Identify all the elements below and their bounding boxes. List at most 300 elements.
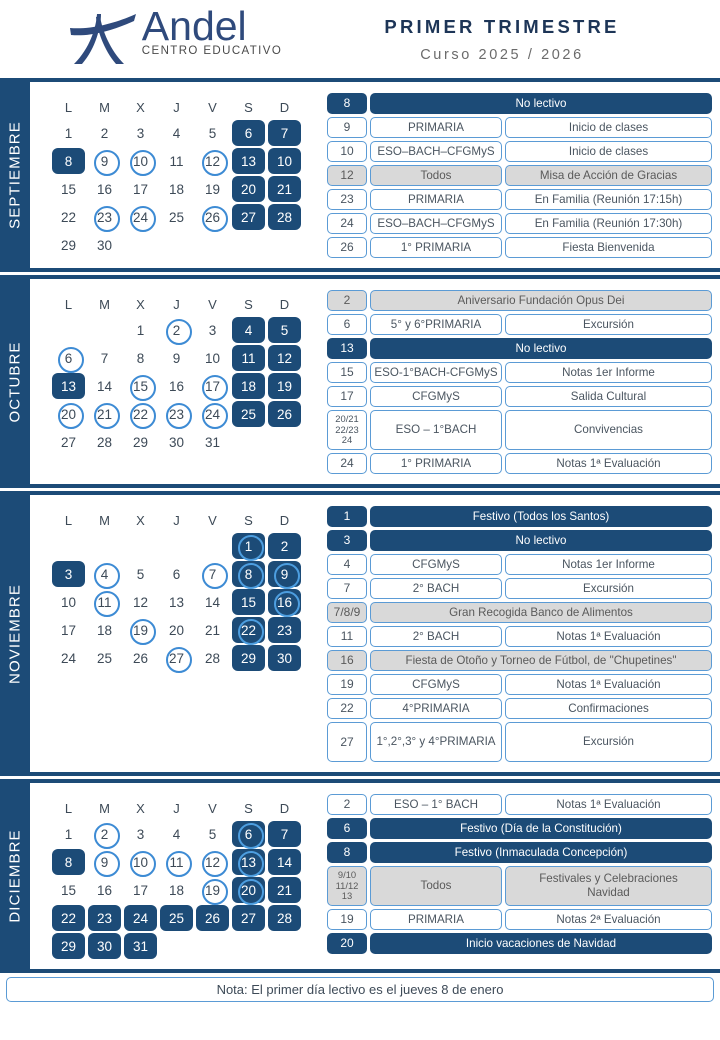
calendar-week-row: [52, 877, 301, 903]
calendar-day-cell[interactable]: [232, 204, 265, 230]
calendar-day-cell[interactable]: [88, 401, 121, 427]
calendar-day-cell[interactable]: [52, 821, 85, 847]
event-group: Todos: [370, 866, 502, 906]
calendar-day-number: 18: [240, 378, 257, 394]
weekday-header: M: [99, 800, 110, 816]
calendar-day-cell[interactable]: [52, 589, 85, 615]
calendar-day-number: 3: [208, 322, 217, 338]
calendar-day-number: 14: [276, 854, 293, 870]
calendar-day-cell[interactable]: [160, 877, 193, 903]
calendar-day-cell[interactable]: [124, 645, 157, 671]
calendar-day-cell[interactable]: [160, 120, 193, 146]
calendar-day-number: 3: [136, 125, 145, 141]
calendar-week-row: [52, 933, 301, 959]
calendar-day-number: 20: [240, 181, 257, 197]
calendar-day-cell[interactable]: [52, 645, 85, 671]
calendar-day-cell[interactable]: [124, 317, 157, 343]
calendar-day-number: 11: [97, 594, 112, 610]
calendar-day-cell[interactable]: [160, 345, 193, 371]
calendar-day-cell[interactable]: [196, 645, 229, 671]
event-description: No lectivo: [370, 338, 712, 359]
calendar-day-number: 15: [60, 181, 77, 197]
month-block: [0, 275, 720, 488]
calendar-day-number: 28: [276, 910, 293, 926]
calendar-week-row: [52, 645, 301, 671]
event-row[interactable]: [327, 794, 712, 815]
month-name-text: OCTUBRE: [6, 340, 24, 423]
calendar-day-cell[interactable]: [124, 589, 157, 615]
calendar-day-cell[interactable]: [268, 905, 301, 931]
calendar-day-cell[interactable]: [268, 849, 301, 875]
calendar-day-cell[interactable]: [52, 561, 85, 587]
calendar-day-number: 11: [169, 153, 184, 169]
calendar-day-cell[interactable]: [232, 561, 265, 587]
calendar-day-number: 7: [280, 826, 289, 842]
weekday-header: X: [136, 99, 145, 115]
calendar-day-number: 2: [100, 125, 109, 141]
event-description: En Familia (Reunión 17:15h): [505, 189, 712, 210]
event-description: Festivo (Inmaculada Concepción): [370, 842, 712, 863]
event-description: Misa de Acción de Gracias: [505, 165, 712, 186]
event-row[interactable]: [327, 314, 712, 335]
event-group: PRIMARIA: [370, 117, 502, 138]
event-row[interactable]: [327, 237, 712, 258]
event-row[interactable]: [327, 818, 712, 839]
calendar-day-cell[interactable]: [268, 561, 301, 587]
event-row[interactable]: [327, 650, 712, 671]
event-row[interactable]: [327, 866, 712, 906]
event-row[interactable]: [327, 213, 712, 234]
calendar-day-number: 15: [132, 378, 149, 394]
calendar-day-cell[interactable]: [52, 232, 85, 258]
calendar-day-cell[interactable]: [124, 176, 157, 202]
event-date: 23: [327, 189, 367, 210]
weekday-header: L: [64, 99, 73, 115]
calendar-day-cell[interactable]: [88, 617, 121, 643]
calendar-day-cell[interactable]: [232, 176, 265, 202]
calendar-day-number: 6: [244, 125, 253, 141]
event-row[interactable]: [327, 386, 712, 407]
calendar-day-cell[interactable]: [88, 645, 121, 671]
calendar-day-cell[interactable]: [52, 429, 85, 455]
calendar-day-number: 12: [204, 153, 221, 169]
event-row[interactable]: [327, 453, 712, 474]
calendar-day-number: 19: [132, 622, 149, 638]
calendar-day-number: 17: [132, 181, 149, 197]
calendar-day-number: 22: [60, 910, 77, 926]
calendar-day-cell[interactable]: [196, 821, 229, 847]
calendar-day-cell[interactable]: [196, 905, 229, 931]
calendar-day-cell[interactable]: [52, 849, 85, 875]
calendar-day-cell[interactable]: [196, 373, 229, 399]
calendar-day-number: 21: [276, 181, 293, 197]
calendar-day-cell[interactable]: [232, 148, 265, 174]
calendar-day-cell[interactable]: [160, 148, 193, 174]
calendar-day-cell[interactable]: [196, 120, 229, 146]
event-group: CFGMyS: [370, 554, 502, 575]
event-row[interactable]: [327, 506, 712, 527]
event-row[interactable]: [327, 602, 712, 623]
event-row[interactable]: [327, 338, 712, 359]
calendar-day-number: 4: [100, 566, 109, 582]
month-block: [0, 491, 720, 776]
calendar-day-cell[interactable]: [52, 401, 85, 427]
calendar-day-cell[interactable]: [196, 176, 229, 202]
calendar-day-cell[interactable]: [52, 148, 85, 174]
calendar-day-cell[interactable]: [52, 373, 85, 399]
calendar-day-cell[interactable]: [268, 877, 301, 903]
event-row[interactable]: [327, 141, 712, 162]
calendar-day-number: 2: [280, 538, 289, 554]
logo-tagline: CENTRO EDUCATIVO: [141, 44, 283, 57]
calendar-day-number: 10: [60, 594, 77, 610]
calendar-day-number: 20: [168, 622, 185, 638]
event-description: Notas 1ª Evaluación: [505, 626, 712, 647]
calendar-day-number: 26: [276, 406, 293, 422]
calendar-day-number: 7: [100, 350, 109, 366]
event-list: [324, 501, 715, 766]
calendar-day-cell[interactable]: [88, 345, 121, 371]
event-row[interactable]: [327, 410, 712, 450]
calendar-day-cell[interactable]: [88, 561, 121, 587]
calendar-day-cell[interactable]: [88, 905, 121, 931]
event-date: 10: [327, 141, 367, 162]
calendar-week-row: [52, 345, 301, 371]
calendar-day-number: 16: [96, 181, 113, 197]
calendar-day-cell[interactable]: [232, 617, 265, 643]
event-description: Notas 1er Informe: [505, 554, 712, 575]
month-block: [0, 779, 720, 973]
page-header: [0, 0, 720, 78]
calendar-day-number: 24: [204, 406, 221, 422]
event-row[interactable]: [327, 626, 712, 647]
calendar-grid: [35, 789, 324, 963]
calendar-day-cell[interactable]: [52, 120, 85, 146]
calendar-day-cell[interactable]: [268, 317, 301, 343]
calendar-day-cell[interactable]: [268, 204, 301, 230]
event-group: 2° BACH: [370, 626, 502, 647]
calendar-day-cell[interactable]: [124, 373, 157, 399]
calendar-day-number: 5: [136, 566, 145, 582]
weekday-header: J: [173, 512, 180, 528]
calendar-day-cell[interactable]: [232, 645, 265, 671]
calendar-day-cell[interactable]: [88, 877, 121, 903]
calendar-day-cell[interactable]: [88, 120, 121, 146]
calendar-day-cell[interactable]: [88, 933, 121, 959]
calendar-day-cell[interactable]: [196, 204, 229, 230]
calendar-day-number: 24: [132, 910, 149, 926]
calendar-day-number: 5: [208, 125, 217, 141]
calendar-day-cell[interactable]: [52, 933, 85, 959]
calendar-day-number: 13: [240, 854, 257, 870]
calendar-day-cell[interactable]: [124, 429, 157, 455]
calendar-day-cell[interactable]: [196, 429, 229, 455]
event-date: 4: [327, 554, 367, 575]
calendar-day-cell[interactable]: [124, 561, 157, 587]
calendar-day-number: 27: [60, 434, 77, 450]
calendar-day-number: 9: [100, 854, 109, 870]
calendar-day-cell[interactable]: [88, 821, 121, 847]
calendar-day-cell[interactable]: [124, 933, 157, 959]
weekday-header: V: [208, 800, 217, 816]
calendar-day-number: 12: [204, 854, 221, 870]
event-row[interactable]: [327, 165, 712, 186]
event-row[interactable]: [327, 117, 712, 138]
calendar-day-cell[interactable]: [160, 401, 193, 427]
event-row[interactable]: [327, 290, 712, 311]
event-group: PRIMARIA: [370, 189, 502, 210]
calendar-day-cell[interactable]: [160, 204, 193, 230]
calendar-day-cell[interactable]: [124, 345, 157, 371]
calendar-day-cell[interactable]: [88, 429, 121, 455]
calendar-day-number: 27: [168, 650, 185, 666]
event-row[interactable]: [327, 933, 712, 954]
calendar-day-cell[interactable]: [124, 821, 157, 847]
calendar-day-number: 2: [100, 826, 109, 842]
footer-note: Nota: El primer día lectivo es el jueves 8 de enero: [6, 977, 714, 1002]
calendar-day-cell[interactable]: [160, 561, 193, 587]
calendar-day-number: 17: [204, 378, 221, 394]
weekday-header: V: [208, 99, 217, 115]
calendar-day-cell[interactable]: [160, 589, 193, 615]
event-row[interactable]: [327, 362, 712, 383]
event-date: 20: [327, 933, 367, 954]
calendar-week-row: [52, 589, 301, 615]
event-description: Convivencias: [505, 410, 712, 450]
event-row[interactable]: [327, 554, 712, 575]
calendar-day-cell[interactable]: [232, 345, 265, 371]
calendar-day-number: 26: [204, 209, 221, 225]
calendar-day-cell[interactable]: [268, 176, 301, 202]
event-description: Notas 1er Informe: [505, 362, 712, 383]
calendar-week-row: [52, 905, 301, 931]
calendar-day-cell[interactable]: [232, 821, 265, 847]
calendar-day-cell[interactable]: [160, 645, 193, 671]
weekday-header: D: [279, 296, 290, 312]
calendar-day-number: 12: [132, 594, 149, 610]
calendar-day-cell[interactable]: [160, 849, 193, 875]
calendar-day-number: 19: [204, 181, 221, 197]
calendar-day-cell[interactable]: [268, 401, 301, 427]
calendar-week-row: [52, 401, 301, 427]
calendar-day-cell[interactable]: [52, 617, 85, 643]
calendar-day-cell[interactable]: [196, 401, 229, 427]
calendar-week-row: [52, 148, 301, 174]
calendar-day-cell[interactable]: [160, 317, 193, 343]
calendar-day-cell[interactable]: [88, 589, 121, 615]
calendar-day-cell[interactable]: [232, 533, 265, 559]
event-date: 19: [327, 909, 367, 930]
calendar-day-cell[interactable]: [268, 645, 301, 671]
calendar-day-cell[interactable]: [88, 232, 121, 258]
calendar-day-cell[interactable]: [160, 429, 193, 455]
calendar-day-number: 1: [244, 538, 253, 554]
calendar-day-number: 1: [136, 322, 145, 338]
calendar-day-cell[interactable]: [52, 204, 85, 230]
month-name-text: NOVIEMBRE: [6, 583, 24, 684]
event-row[interactable]: [327, 578, 712, 599]
calendar-day-number: 10: [132, 153, 149, 169]
event-date: 13: [327, 338, 367, 359]
calendar-day-number: 25: [168, 209, 185, 225]
event-row[interactable]: [327, 674, 712, 695]
event-description: Aniversario Fundación Opus Dei: [370, 290, 712, 311]
event-description: Inicio de clases: [505, 117, 712, 138]
calendar-week-row: [52, 176, 301, 202]
calendar-day-cell[interactable]: [268, 345, 301, 371]
event-date: 2: [327, 794, 367, 815]
calendar-day-cell[interactable]: [124, 120, 157, 146]
calendar-day-number: 16: [168, 378, 185, 394]
calendar-day-cell[interactable]: [52, 176, 85, 202]
calendar-day-cell[interactable]: [232, 905, 265, 931]
calendar-day-number: 22: [132, 406, 149, 422]
event-description: Festivo (Todos los Santos): [370, 506, 712, 527]
calendar-day-number: 13: [240, 153, 257, 169]
event-row[interactable]: [327, 93, 712, 114]
calendar-day-cell[interactable]: [124, 204, 157, 230]
calendar-day-number: 25: [168, 910, 185, 926]
month-name-label: [0, 82, 30, 268]
calendar-week-row: [52, 533, 301, 559]
event-description: Notas 1ª Evaluación: [505, 453, 712, 474]
calendar-day-cell[interactable]: [196, 877, 229, 903]
event-list: [324, 789, 715, 963]
event-group: 1° PRIMARIA: [370, 453, 502, 474]
weekday-header: J: [173, 296, 180, 312]
event-row[interactable]: [327, 722, 712, 762]
calendar-day-cell[interactable]: [232, 877, 265, 903]
calendar-day-cell[interactable]: [52, 905, 85, 931]
andel-star-logo-icon: [66, 10, 140, 73]
calendar-day-cell[interactable]: [124, 905, 157, 931]
calendar-day-cell[interactable]: [88, 176, 121, 202]
calendar-day-cell[interactable]: [88, 849, 121, 875]
weekday-header: D: [279, 800, 290, 816]
event-description: Confirmaciones: [505, 698, 712, 719]
calendar-day-cell[interactable]: [232, 373, 265, 399]
month-block: [0, 78, 720, 272]
event-row[interactable]: [327, 909, 712, 930]
calendar-week-row: [52, 232, 301, 258]
calendar-day-number: 21: [204, 622, 221, 638]
calendar-day-number: 6: [244, 826, 253, 842]
calendar-day-number: 30: [96, 237, 113, 253]
calendar-day-cell[interactable]: [196, 617, 229, 643]
event-date: 20/21 22/23 24: [327, 410, 367, 450]
weekday-header: S: [244, 512, 253, 528]
calendar-week-row: [52, 120, 301, 146]
calendar-day-cell[interactable]: [124, 877, 157, 903]
calendar-day-cell[interactable]: [160, 176, 193, 202]
event-description: No lectivo: [370, 530, 712, 551]
calendar-day-cell[interactable]: [268, 120, 301, 146]
calendar-day-cell[interactable]: [232, 120, 265, 146]
event-list: [324, 88, 715, 262]
calendar-day-cell[interactable]: [160, 373, 193, 399]
calendar-day-cell[interactable]: [232, 401, 265, 427]
calendar-day-number: 29: [132, 434, 149, 450]
weekday-header: S: [244, 296, 253, 312]
calendar-day-number: 1: [64, 125, 73, 141]
calendar-day-cell[interactable]: [124, 849, 157, 875]
calendar-day-cell[interactable]: [88, 373, 121, 399]
event-date: 7: [327, 578, 367, 599]
calendar-day-cell[interactable]: [232, 849, 265, 875]
calendar-day-cell[interactable]: [268, 589, 301, 615]
calendar-day-cell[interactable]: [124, 401, 157, 427]
event-date: 27: [327, 722, 367, 762]
calendar-day-cell[interactable]: [268, 373, 301, 399]
event-group: ESO – 1° BACH: [370, 794, 502, 815]
calendar-day-number: 7: [208, 566, 217, 582]
calendar-day-number: 23: [168, 406, 185, 422]
event-row[interactable]: [327, 698, 712, 719]
calendar-day-cell[interactable]: [124, 617, 157, 643]
calendar-day-cell[interactable]: [232, 589, 265, 615]
calendar-day-cell[interactable]: [268, 148, 301, 174]
calendar-day-cell[interactable]: [196, 849, 229, 875]
event-date: 3: [327, 530, 367, 551]
calendar-day-number: 19: [276, 378, 293, 394]
event-group: ESO-1°BACH-CFGMyS: [370, 362, 502, 383]
calendar-day-cell[interactable]: [196, 561, 229, 587]
calendar-day-number: 8: [244, 566, 253, 582]
event-group: Todos: [370, 165, 502, 186]
calendar-day-number: 29: [240, 650, 257, 666]
calendar-day-number: 31: [204, 434, 221, 450]
calendar-day-cell[interactable]: [88, 148, 121, 174]
calendar-day-cell[interactable]: [196, 589, 229, 615]
calendar-day-number: 24: [60, 650, 77, 666]
calendar-day-number: 2: [172, 322, 181, 338]
calendar-day-cell[interactable]: [88, 204, 121, 230]
page-title: PRIMER TRIMESTRE: [384, 15, 620, 37]
event-description: No lectivo: [370, 93, 712, 114]
brand-logo: [4, 2, 304, 73]
calendar-day-cell[interactable]: [124, 148, 157, 174]
event-date: 11: [327, 626, 367, 647]
calendar-day-number: 8: [64, 854, 73, 870]
calendar-day-cell[interactable]: [196, 148, 229, 174]
calendar-day-cell[interactable]: [52, 345, 85, 371]
calendar-day-cell[interactable]: [268, 533, 301, 559]
calendar-day-number: 26: [132, 650, 149, 666]
calendar-day-cell[interactable]: [160, 905, 193, 931]
event-description: Fiesta Bienvenida: [505, 237, 712, 258]
calendar-day-number: 28: [96, 434, 113, 450]
calendar-week-row: [52, 821, 301, 847]
event-group: 1°,2°,3° y 4° PRIMARIA: [370, 722, 502, 762]
calendar-day-cell[interactable]: [160, 821, 193, 847]
calendar-day-cell[interactable]: [268, 821, 301, 847]
title-block: [304, 16, 706, 63]
calendar-day-number: 15: [240, 594, 257, 610]
calendar-day-cell[interactable]: [196, 317, 229, 343]
calendar-day-cell[interactable]: [52, 877, 85, 903]
event-row[interactable]: [327, 842, 712, 863]
calendar-day-number: 24: [132, 209, 149, 225]
event-row[interactable]: [327, 530, 712, 551]
calendar-day-cell[interactable]: [268, 617, 301, 643]
calendar-day-cell[interactable]: [196, 345, 229, 371]
weekday-header: M: [99, 512, 110, 528]
calendar-day-cell[interactable]: [160, 617, 193, 643]
event-group: ESO–BACH–CFGMyS: [370, 213, 502, 234]
event-row[interactable]: [327, 189, 712, 210]
month-name-text: DICIEMBRE: [6, 829, 24, 923]
calendar-day-cell[interactable]: [232, 317, 265, 343]
